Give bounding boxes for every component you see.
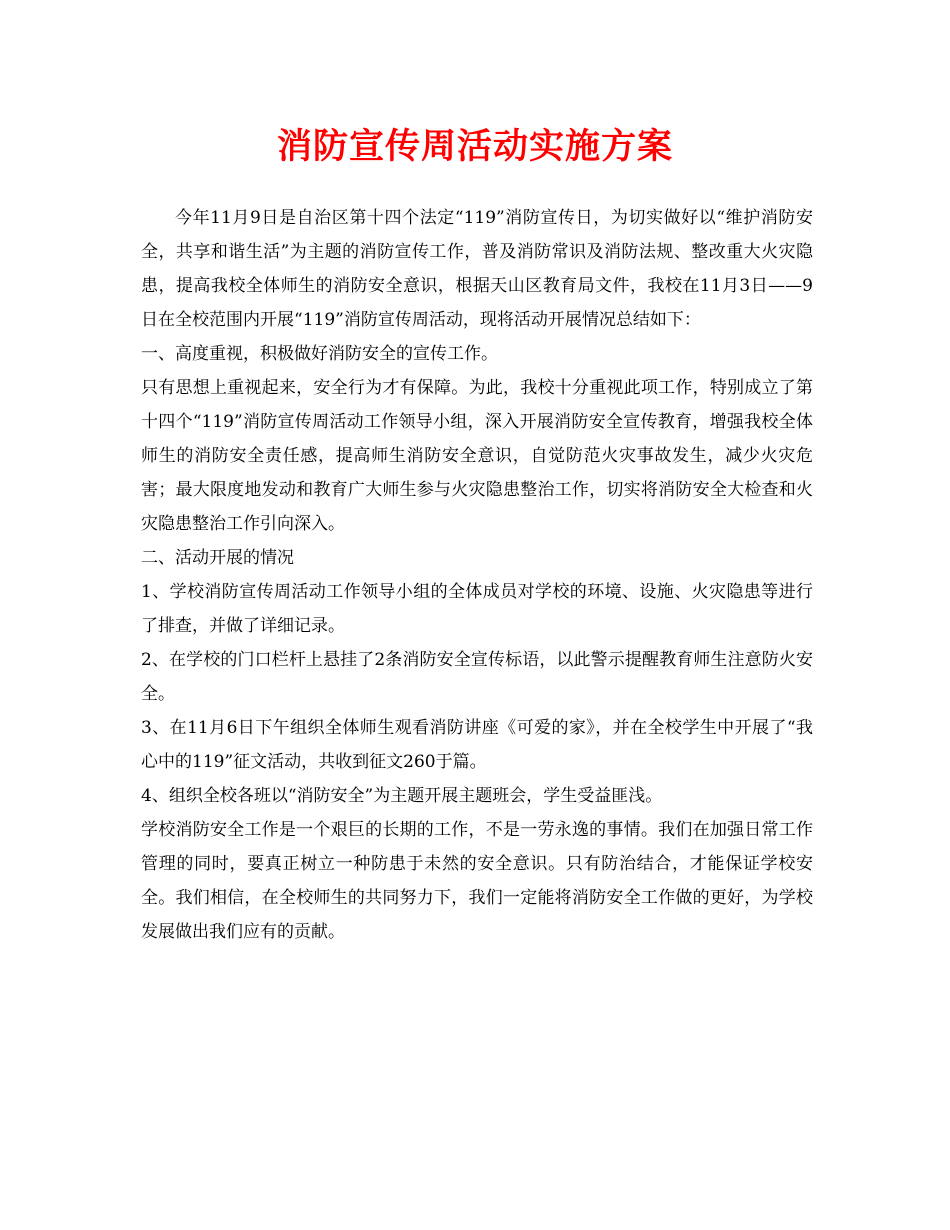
- list-item-4: 4、组织全校各班以“消防安全”为主题开展主题班会，学生受益匪浅。: [141, 786, 663, 806]
- list-item-2: 2、在学校的门口栏杆上悬挂了2条消防安全宣传标语，以此警示提醒教育师生注意防火安全。: [141, 650, 813, 704]
- list-item-1: 1、学校消防宣传周活动工作领导小组的全体成员对学校的环境、设施、火灾隐患等进行了排查，并做了详细记录。: [141, 582, 813, 636]
- paragraph-conclusion: 学校消防安全工作是一个艰巨的长期的工作，不是一劳永逸的事情。我们在加强日常工作管理的同时，要真正树立一种防患于未然的安全意识。只有防治结合，才能保证学校安全。我们相信，在全校师生的共同努力下，我们一定能将消防安全工作做的更好，为学校发展做出我们应有的贡献。: [141, 820, 813, 942]
- document-title: 消防宣传周活动实施方案: [276, 126, 673, 167]
- paragraph-intro: 今年11月9日是自治区第十四个法定“119”消防宣传日，为切实做好以“维护消防安全，共享和谐生活”为主题的消防宣传工作，普及消防常识及消防法规、整改重大火灾隐患，提高我校全体师生的消防安全意识，根据天山区教育局文件，我校在11月3日——9日在全校范围内开展“119”消防宣传周活动，现将活动开展情况总结如下：: [141, 208, 813, 330]
- document-body: [141, 201, 813, 949]
- section-heading-1: 一、高度重视，积极做好消防安全的宣传工作。: [141, 344, 498, 364]
- paragraph-section-1: 只有思想上重视起来，安全行为才有保障。为此，我校十分重视此项工作，特别成立了第十四个“119”消防宣传周活动工作领导小组，深入开展消防安全宣传教育，增强我校全体师生的消防安全责任感，提高师生消防安全意识，自觉防范火灾事故发生，减少火灾危害；最大限度地发动和教育广大师生参与火灾隐患整治工作，切实将消防安全大检查和火灾隐患整治工作引向深入。: [141, 378, 813, 534]
- list-item-3: 3、在11月6日下午组织全体师生观看消防讲座《可爱的家》，并在全校学生中开展了“我心中的119”征文活动，共收到征文260于篇。: [141, 718, 813, 772]
- section-heading-2: 二、活动开展的情况: [141, 548, 294, 568]
